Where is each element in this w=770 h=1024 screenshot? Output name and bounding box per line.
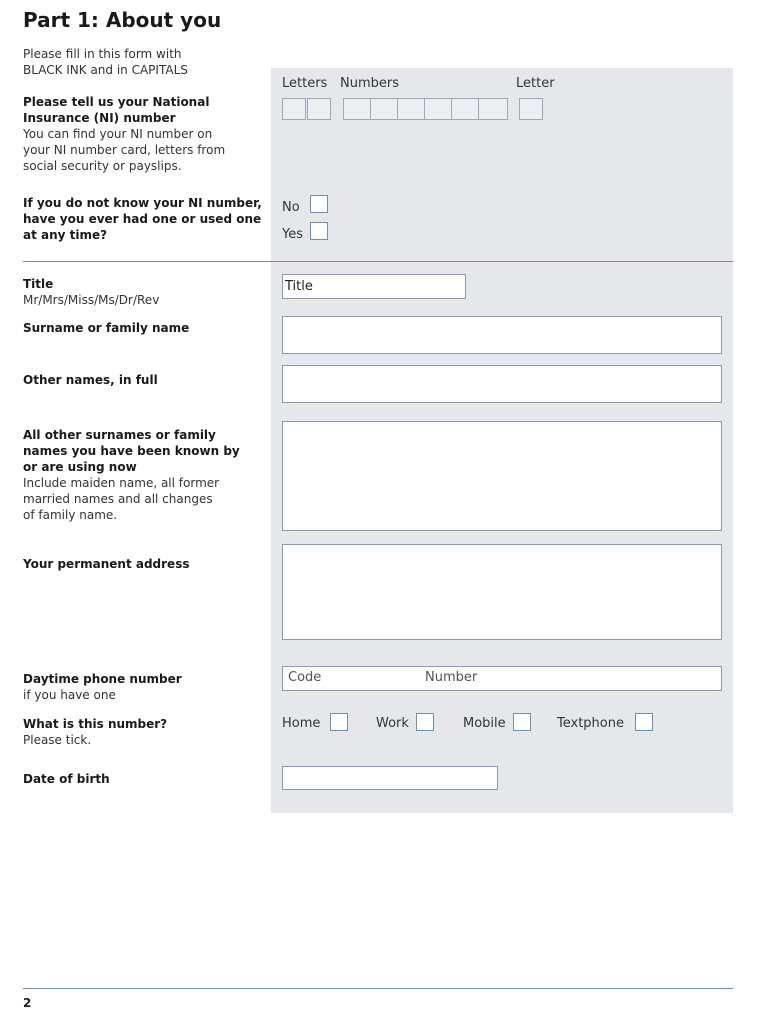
page-number: 2 bbox=[23, 996, 32, 1010]
all-surnames-help-3: of family name. bbox=[23, 508, 118, 522]
dob-label: Date of birth bbox=[23, 772, 110, 786]
unknown-ni-label bbox=[23, 195, 271, 243]
section-divider bbox=[23, 261, 733, 262]
ni-final-letter-box[interactable] bbox=[519, 98, 543, 120]
all-surnames-line-2: names you have been known by bbox=[23, 444, 240, 458]
ni-numbers-heading: Numbers bbox=[340, 76, 399, 91]
all-surnames-help-1: Include maiden name, all former bbox=[23, 476, 220, 490]
title-label-block bbox=[23, 276, 159, 308]
title-label: Title bbox=[23, 277, 54, 291]
work-checkbox[interactable] bbox=[416, 713, 434, 731]
unknown-ni-line-3: at any time? bbox=[23, 228, 108, 242]
footer-divider bbox=[23, 988, 733, 989]
ni-letter-heading: Letter bbox=[516, 76, 555, 91]
ni-number-box-5[interactable] bbox=[451, 98, 479, 120]
option-home-label: Home bbox=[282, 716, 321, 731]
ni-letter-box-2[interactable] bbox=[307, 98, 331, 120]
dob-input[interactable] bbox=[282, 766, 498, 790]
mobile-checkbox[interactable] bbox=[513, 713, 531, 731]
yes-option-label: Yes bbox=[282, 227, 303, 242]
yes-checkbox[interactable] bbox=[310, 222, 328, 240]
home-checkbox[interactable] bbox=[330, 713, 348, 731]
ni-number-box-3[interactable] bbox=[397, 98, 425, 120]
all-surnames-label-block bbox=[23, 427, 268, 523]
ni-help-line-3: social security or payslips. bbox=[23, 159, 182, 173]
instructions bbox=[23, 46, 188, 78]
ni-label-line-1: Please tell us your National bbox=[23, 95, 210, 109]
ni-label-line-2: Insurance (NI) number bbox=[23, 111, 176, 125]
ni-letters-heading: Letters bbox=[282, 76, 328, 91]
number-type-label: What is this number? bbox=[23, 717, 168, 731]
all-surnames-help-2: married names and all changes bbox=[23, 492, 213, 506]
ni-letter-box-1[interactable] bbox=[282, 98, 306, 120]
phone-label-block bbox=[23, 671, 182, 703]
all-surnames-input[interactable] bbox=[282, 421, 722, 531]
textphone-checkbox[interactable] bbox=[635, 713, 653, 731]
address-label: Your permanent address bbox=[23, 557, 190, 571]
phone-input[interactable] bbox=[282, 666, 722, 691]
form-panel-top bbox=[271, 68, 733, 261]
all-surnames-line-3: or are using now bbox=[23, 460, 137, 474]
instructions-line-2: BLACK INK and in CAPITALS bbox=[23, 63, 188, 77]
phone-code-label: Code bbox=[288, 670, 322, 685]
page-title: Part 1: About you bbox=[23, 8, 222, 32]
title-input-value: Title bbox=[285, 279, 313, 294]
unknown-ni-line-2: have you ever had one or used one bbox=[23, 212, 262, 226]
ni-number-box-1[interactable] bbox=[343, 98, 371, 120]
number-type-help: Please tick. bbox=[23, 733, 92, 747]
no-option-label: No bbox=[282, 200, 300, 215]
ni-number-box-2[interactable] bbox=[370, 98, 398, 120]
ni-number-box-4[interactable] bbox=[424, 98, 452, 120]
other-names-label: Other names, in full bbox=[23, 373, 158, 387]
title-help: Mr/Mrs/Miss/Ms/Dr/Rev bbox=[23, 293, 160, 307]
unknown-ni-line-1: If you do not know your NI number, bbox=[23, 196, 262, 210]
ni-number-box-6[interactable] bbox=[478, 98, 508, 120]
phone-number-label: Number bbox=[425, 670, 478, 685]
other-names-input[interactable] bbox=[282, 365, 722, 403]
surname-label: Surname or family name bbox=[23, 321, 190, 335]
instructions-line-1: Please fill in this form with bbox=[23, 47, 182, 61]
all-surnames-line-1: All other surnames or family bbox=[23, 428, 216, 442]
surname-input[interactable] bbox=[282, 316, 722, 354]
ni-help-line-1: You can find your NI number on bbox=[23, 127, 213, 141]
phone-help: if you have one bbox=[23, 688, 116, 702]
ni-label-block bbox=[23, 94, 268, 174]
ni-help-line-2: your NI number card, letters from bbox=[23, 143, 226, 157]
option-mobile-label: Mobile bbox=[463, 716, 506, 731]
title-input[interactable] bbox=[282, 274, 466, 299]
number-type-label-block bbox=[23, 716, 167, 748]
option-work-label: Work bbox=[376, 716, 409, 731]
option-textphone-label: Textphone bbox=[557, 716, 624, 731]
no-checkbox[interactable] bbox=[310, 195, 328, 213]
address-input[interactable] bbox=[282, 544, 722, 640]
phone-label: Daytime phone number bbox=[23, 672, 182, 686]
